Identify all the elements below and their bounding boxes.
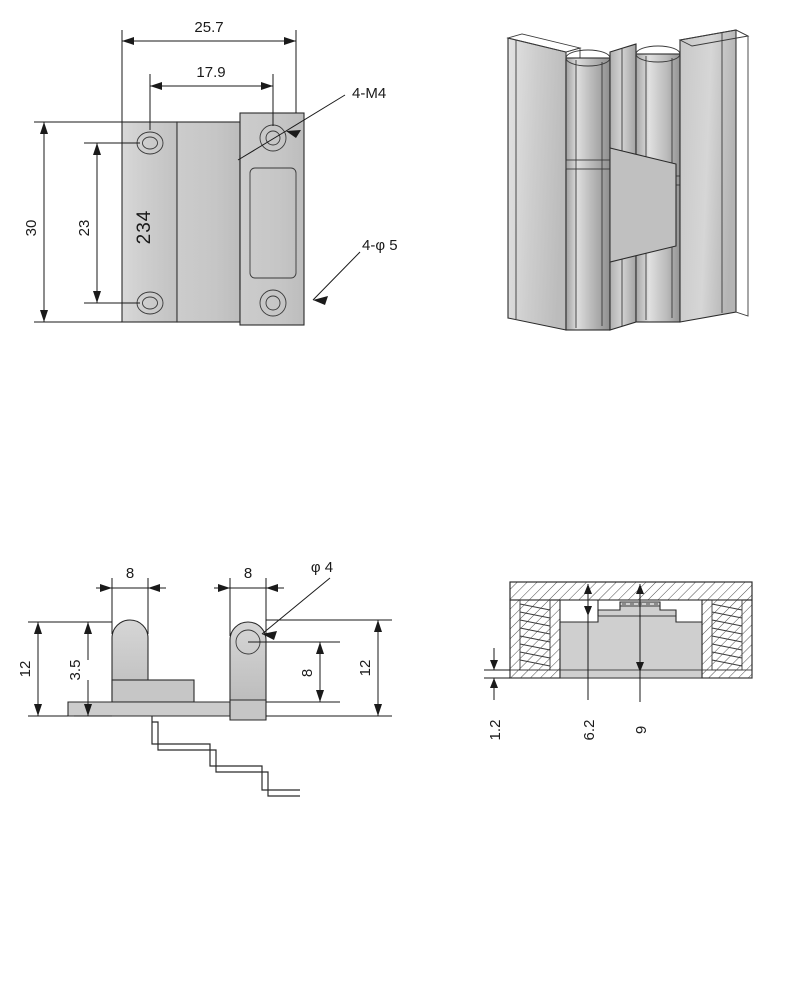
dimension-17-9-label: 17.9 <box>196 64 226 81</box>
dimension-25-7-label: 25.7 <box>194 19 224 36</box>
callout-4-phi5-label: 4-φ 5 <box>362 237 398 254</box>
dimension-30-label: 30 <box>23 219 40 237</box>
isometric-view <box>470 30 770 360</box>
callout-side-phi4 <box>262 559 333 640</box>
callout-4-phi5 <box>313 237 398 305</box>
dimension-section-9-label: 9 <box>633 725 650 735</box>
callout-side-phi4-label: φ 4 <box>310 559 334 576</box>
part-number-label: 234 <box>134 209 155 245</box>
side-right-knuckle <box>230 622 266 700</box>
side-view <box>0 530 430 830</box>
dimension-side-3-5-label: 3.5 <box>67 659 84 681</box>
iso-left-knuckle <box>566 50 610 330</box>
dimension-side-12-right-label: 12 <box>357 659 374 677</box>
front-view <box>0 0 430 400</box>
dimension-23-label: 23 <box>76 219 93 237</box>
dimension-side-8-left-label: 8 <box>125 565 135 582</box>
side-left-knuckle <box>112 620 194 702</box>
dimension-30 <box>23 122 122 322</box>
dimension-section-1-2-label: 1.2 <box>487 719 504 741</box>
dimension-section-6-2-label: 6.2 <box>581 719 598 741</box>
side-leaf-profile <box>68 700 300 796</box>
callout-4-m4-label: 4-M4 <box>352 85 387 102</box>
dimension-side-8-center-label: 8 <box>299 668 316 678</box>
dimension-side-8-right-label: 8 <box>243 565 253 582</box>
dimension-section-1-2 <box>484 648 510 740</box>
section-view <box>470 540 780 790</box>
dimension-side-12-left-label: 12 <box>17 660 34 678</box>
iso-right-leaf <box>680 30 748 322</box>
iso-center-boss <box>610 148 676 262</box>
